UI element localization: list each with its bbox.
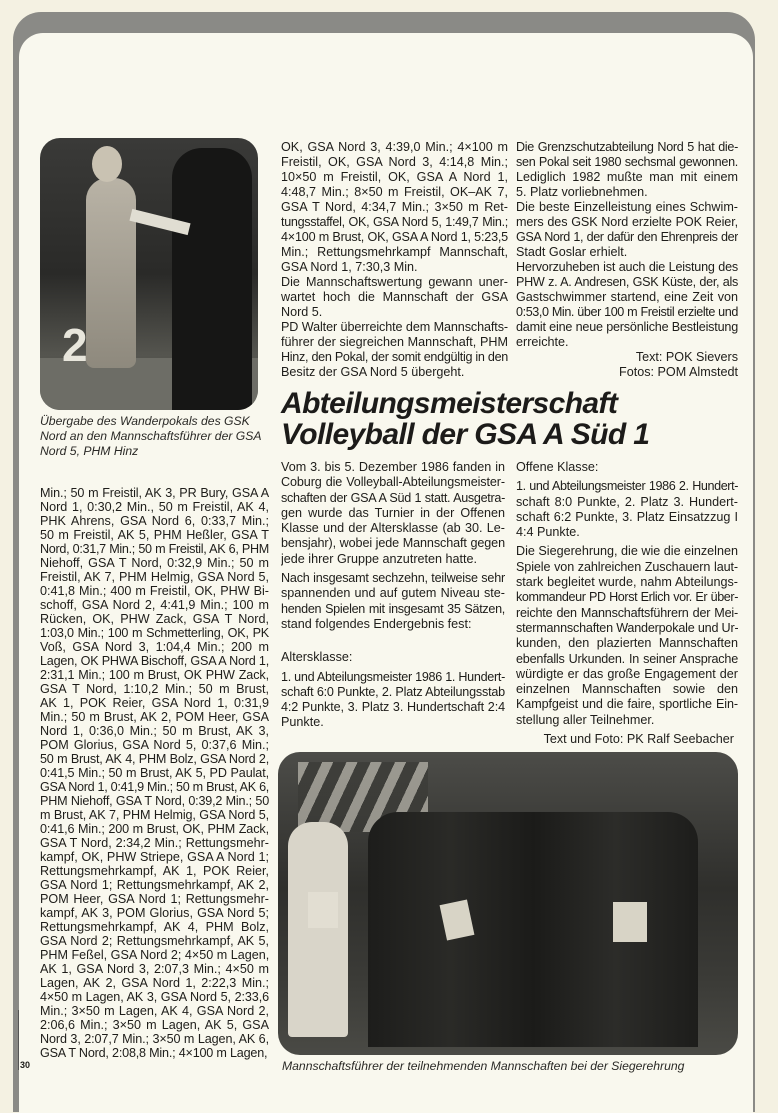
- text-line: GSA Nord 1, 7:30,3 Min.: [281, 260, 418, 274]
- text-line: AK 1, GSA Nord 3, 2:07,3 Min.; 4×50 m: [40, 962, 269, 976]
- text-line: führer der siegreichen Mannschaft, PHM: [281, 335, 508, 349]
- text-line: 4×50 m Lagen, AK 3, GSA Nord 5, 2:33,6: [40, 990, 269, 1004]
- paragraph: [281, 275, 508, 320]
- text-line: ebenfalls Urkunden. In seiner Ansprache: [516, 651, 738, 666]
- text-line: 4:48,7 Min.; 8×50 m Freistil, OK–AK 7,: [281, 185, 508, 199]
- text-line: Hervorzuheben ist auch die Leistung des: [516, 260, 738, 274]
- text-line: bensjahr), wobei jede Mannschaft gegen: [281, 536, 505, 551]
- paragraph: [40, 486, 269, 1060]
- text-line: schoff, GSA Nord 2, 4:41,9 Min.; 100 m: [40, 598, 269, 612]
- caption-line: Übergabe des Wanderpokals des GSK: [40, 414, 250, 428]
- paragraph: [281, 320, 508, 380]
- volleyball-credit: Text und Foto: PK Ralf Seebacher: [543, 732, 734, 747]
- text-line: Hinz, den Pokal, der somit endgültig in den: [281, 350, 508, 364]
- photo-caption-team: Mannschaftsführer der teilnehmenden Mannschaften bei der Siegerehrung: [282, 1059, 685, 1073]
- text-line: GSA T Nord, 1:10,2 Min.; 50 m Brust,: [40, 682, 269, 696]
- swim-summary: [516, 140, 738, 350]
- paragraph: [516, 140, 738, 200]
- text-line: Rettungsmehrkampf, AK 4, PHM Bolz,: [40, 920, 269, 934]
- text-line: Kampfgeist und die faire, sportliche Ein-: [516, 697, 738, 712]
- text-line: 1. und Abteilungsmeister 1986 2. Hundert-: [516, 479, 738, 494]
- text-line: PHW z. A. Andresen, GSK Küste, der, als: [516, 275, 738, 289]
- text-line: Nach insgesamt sechzehn, teilweise sehr: [281, 571, 505, 586]
- text-line: schaften der GSA A Süd 1 statt. Ausgetra-: [281, 490, 505, 505]
- volleyball-right-column: [516, 460, 738, 747]
- text-line: spannenden und auf gutem Niveau ste-: [281, 586, 505, 601]
- text-line: GSA Nord 1, 0:41,9 Min.; 50 m Brust, AK 6,: [40, 780, 269, 794]
- text-line: Min.; 3×50 m Lagen, AK 4, GSA Nord 2,: [40, 1004, 269, 1018]
- text-line: Nord 1, 0:36,0 Min.; 50 m Brust, AK 3,: [40, 724, 269, 738]
- text-line: GSA T Nord, 2:34,2 Min.; Rettungsmehr-: [40, 836, 269, 850]
- text-line: 50 m Brust, AK 4, PHM Bolz, GSA Nord 2,: [40, 752, 269, 766]
- text-line: Spiele von zahlreichen Zuschauern laut-: [516, 559, 738, 574]
- text-line: gen wurde das Turnier in der Offenen: [281, 505, 505, 520]
- text-line: OK, GSA Nord 3, 4:39,0 Min.; 4×100 m: [281, 140, 508, 154]
- text-line: Gastschwimmer startend, eine Zeit von: [516, 290, 738, 304]
- article-headline: [281, 388, 649, 450]
- text-line: schaft 6:2 Punkte, 3. Platz Einsatzzug I: [516, 509, 738, 524]
- text-line: Nord 1, 0:30,2 Min., 50 m Freistil, AK 4,: [40, 500, 269, 514]
- text-line: Min.; Rettungsmehrkampf Mannschaft,: [281, 245, 508, 259]
- text-line: Rettungsmehrkampf, AK 1, POK Reier,: [40, 864, 269, 878]
- text-line: 0:41,8 Min.; 400 m Freistil, OK, PHW Bi-: [40, 584, 269, 598]
- paragraph: [281, 140, 508, 275]
- text-line: damit eine neue persönliche Bestleistung: [516, 320, 738, 334]
- text-line: stand folgendes Endergebnis fest:: [281, 616, 472, 631]
- text-line: 4:4 Punkte.: [516, 525, 580, 540]
- text-line: schaft 6:0 Punkte, 2. Platz Abteilungsstab: [281, 684, 505, 699]
- text-line: jede ihrer Gruppe anzutreten hatte.: [281, 551, 478, 566]
- offene-klasse-label: Offene Klasse:: [516, 460, 599, 474]
- swim-summary-column: [516, 140, 738, 380]
- text-line: 2:31,1 Min.; 100 m Brust, OK PHW Zack,: [40, 668, 269, 682]
- text-line: stellung aller Teilnehmer.: [516, 712, 655, 727]
- margin-rule: [18, 1010, 19, 1070]
- text-line: GSA Nord 1, der dafür den Ehrenpreis der: [516, 230, 738, 244]
- paragraph: [281, 571, 505, 632]
- headline-line-1: Abteilungsmeisterschaft: [281, 387, 618, 420]
- text-line: sen Pokal seit 1980 sechsmal gewonnen.: [516, 155, 738, 169]
- page-number: 30: [20, 1060, 31, 1070]
- swim-results-left: [40, 486, 269, 1064]
- text-line: Niehoff, GSA T Nord, 0:32,9 Min.; 50 m: [40, 556, 269, 570]
- text-line: PHK Ahrens, GSA Nord 6, 0:33,7 Min.;: [40, 514, 269, 528]
- paragraph: [516, 200, 738, 260]
- text-line: Besitz der GSA Nord 5 übergeht.: [281, 365, 465, 379]
- text-line: stermannschaften Wanderpokale und Ur-: [516, 620, 738, 635]
- text-line: POM Glorius, GSA Nord 5, 0:37,6 Min.;: [40, 738, 269, 752]
- volleyball-intro: [281, 460, 505, 632]
- text-line: GSA Nord 1; Rettungsmehrkampf, AK 2,: [40, 878, 269, 892]
- text-line: 1:03,0 Min.; 100 m Schmetterling, OK, PK: [40, 626, 269, 640]
- text-line: Min.; 50 m Brust, AK 2, POM Heer, GSA: [40, 710, 269, 724]
- text-line: schaft 8:0 Punkte, 2. Platz 3. Hundert-: [516, 494, 738, 509]
- text-line: 4:2 Punkte, 3. Platz 3. Hundertschaft 2:4: [281, 700, 505, 715]
- text-line: kampf, OK, PHW Striepe, GSA A Nord 1;: [40, 850, 269, 864]
- text-line: Freistil, AK 7, PHM Helmig, GSA Nord 5,: [40, 570, 269, 584]
- text-line: 1. und Abteilungsmeister 1986 1. Hundert-: [281, 669, 505, 684]
- text-line: Lagen, OK PHWA Bischoff, GSA A Nord 1,: [40, 654, 269, 668]
- text-line: 0:41,5 Min.; 50 m Brust, AK 5, PD Paulat,: [40, 766, 269, 780]
- text-line: 2:06,6 Min.; 3×50 m Lagen, AK 5, GSA: [40, 1018, 269, 1032]
- paragraph: [281, 460, 505, 567]
- text-line: 0:41,6 Min.; 200 m Brust, OK, PHM Zack,: [40, 822, 269, 836]
- text-line: stark begleitet wurde, nahm Abteilungs-: [516, 575, 738, 590]
- text-line: GSA T Nord, 4:34,7 Min.; 3×50 m Ret-: [281, 200, 508, 214]
- photo-team-captains: [278, 752, 738, 1055]
- text-line: Punkte.: [281, 715, 324, 730]
- paragraph: [516, 260, 738, 350]
- text-line: wartet hoch die Mannschaft der GSA: [281, 290, 508, 304]
- text-line: Die Grenzschutzabteilung Nord 5 hat die-: [516, 140, 738, 154]
- caption-line: Nord an den Mannschaftsführer der GSA: [40, 428, 262, 443]
- text-line: Klasse und der Altersklasse (ab 30. Le-: [281, 521, 505, 536]
- text-line: Nord 5.: [281, 305, 323, 319]
- paragraph: [281, 670, 505, 731]
- volleyball-middle-column: [281, 460, 505, 735]
- text-line: Die beste Einzelleistung eines Schwim-: [516, 200, 738, 214]
- photo-caption-trophy: [40, 414, 262, 458]
- text-line: tungsstaffel, OK, GSA Nord 5, 1:49,7 Min.;: [281, 215, 508, 229]
- text-line: kunden, den plazierten Mannschaften: [516, 636, 738, 651]
- text-line: PD Walter überreichte dem Mannschafts-: [281, 320, 508, 334]
- altersklasse-label: Altersklasse:: [281, 650, 353, 665]
- text-line: 5. Platz vorliebnehmen.: [516, 185, 648, 199]
- text-line: AK 1, POK Reier, GSA Nord 1, 0:31,9: [40, 696, 269, 710]
- text-line: Nord, 0:31,7 Min.; 50 m Freistil, AK 6, PHM: [40, 542, 269, 556]
- text-line: Vom 3. bis 5. Dezember 1986 fanden in: [281, 460, 505, 474]
- text-line: Die Siegerehrung, die wie die einzelnen: [516, 544, 738, 559]
- text-line: Freistil, OK, GSA Nord 3, 4:14,8 Min.;: [281, 155, 508, 169]
- text-line: GSA Nord 2; Rettungsmehrkampf, AK 5,: [40, 934, 269, 948]
- altersklasse-results: [281, 670, 505, 731]
- text-line: 10×50 m Freistil, OK, GSA A Nord 1,: [281, 170, 508, 184]
- paragraph: [516, 544, 738, 728]
- headline-line-2: Volleyball der GSA A Süd 1: [281, 418, 650, 451]
- text-line: PHM Niehoff, GSA T Nord, 0:39,2 Min.; 50: [40, 794, 269, 808]
- offene-klasse-results: [516, 479, 738, 728]
- text-line: einzelnen Mannschaften sowie den: [516, 682, 738, 697]
- text-line: Lediglich 1982 mußte man mit einem: [516, 170, 738, 184]
- text-line: mers des GSK Nord erzielte POK Reier,: [516, 215, 738, 229]
- text-line: henden Spielen mit insgesamt 35 Sätzen,: [281, 601, 505, 616]
- text-line: Voß, GSA Nord 3, 1:04,4 Min.; 200 m: [40, 640, 269, 654]
- text-line: GSA T Nord, 2:08,8 Min.; 4×100 m Lagen,: [40, 1046, 268, 1060]
- text-line: Die Mannschaftswertung gewann uner-: [281, 275, 508, 289]
- text-line: Coburg die Volleyball-Abteilungsmeister-: [281, 475, 505, 490]
- photo-trophy-handover: [40, 138, 258, 410]
- lane-number: 2: [62, 319, 88, 371]
- credit-text: Text: POK Sievers: [635, 350, 738, 364]
- text-line: Lagen, AK 2, GSA Nord 1, 2:22,3 Min.;: [40, 976, 269, 990]
- text-line: 4×100 m Brust, OK, GSA A Nord 1, 5:23,5: [281, 230, 508, 244]
- text-line: würdigte er das große Engagement der: [516, 666, 738, 681]
- caption-line: Nord 5, PHM Hinz: [40, 443, 139, 458]
- text-line: m Brust, AK 7, PHM Helmig, GSA Nord 5,: [40, 808, 269, 822]
- text-line: Rücken, OK, PHW Zack, GSA T Nord,: [40, 612, 269, 626]
- text-line: erreichte.: [516, 335, 569, 349]
- text-line: kampf, AK 3, POM Glorius, GSA Nord 5;: [40, 906, 269, 920]
- text-line: PHM Feßel, GSA Nord 2; 4×50 m Lagen,: [40, 948, 269, 962]
- credit-photos: Fotos: POM Almstedt: [619, 365, 738, 379]
- text-line: Min.; 50 m Freistil, AK 3, PR Bury, GSA A: [40, 486, 269, 500]
- text-line: 50 m Freistil, AK 5, PHM Heßler, GSA T: [40, 528, 269, 542]
- text-line: Stadt Goslar erhielt.: [516, 245, 628, 259]
- paragraph: [516, 479, 738, 540]
- text-line: 0:53,0 Min. über 100 m Freistil erzielte und: [516, 305, 738, 319]
- swim-results-top: [281, 140, 508, 380]
- text-line: kommandeur PD Horst Erlich vor. Er über-: [516, 590, 738, 605]
- text-line: Nord 3, 2:07,7 Min.; 3×50 m Lagen, AK 6,: [40, 1032, 269, 1046]
- text-line: POM Heer, GSA Nord 1; Rettungsmehr-: [40, 892, 269, 906]
- text-line: reichte den Mannschaftsführern der Mei-: [516, 605, 738, 620]
